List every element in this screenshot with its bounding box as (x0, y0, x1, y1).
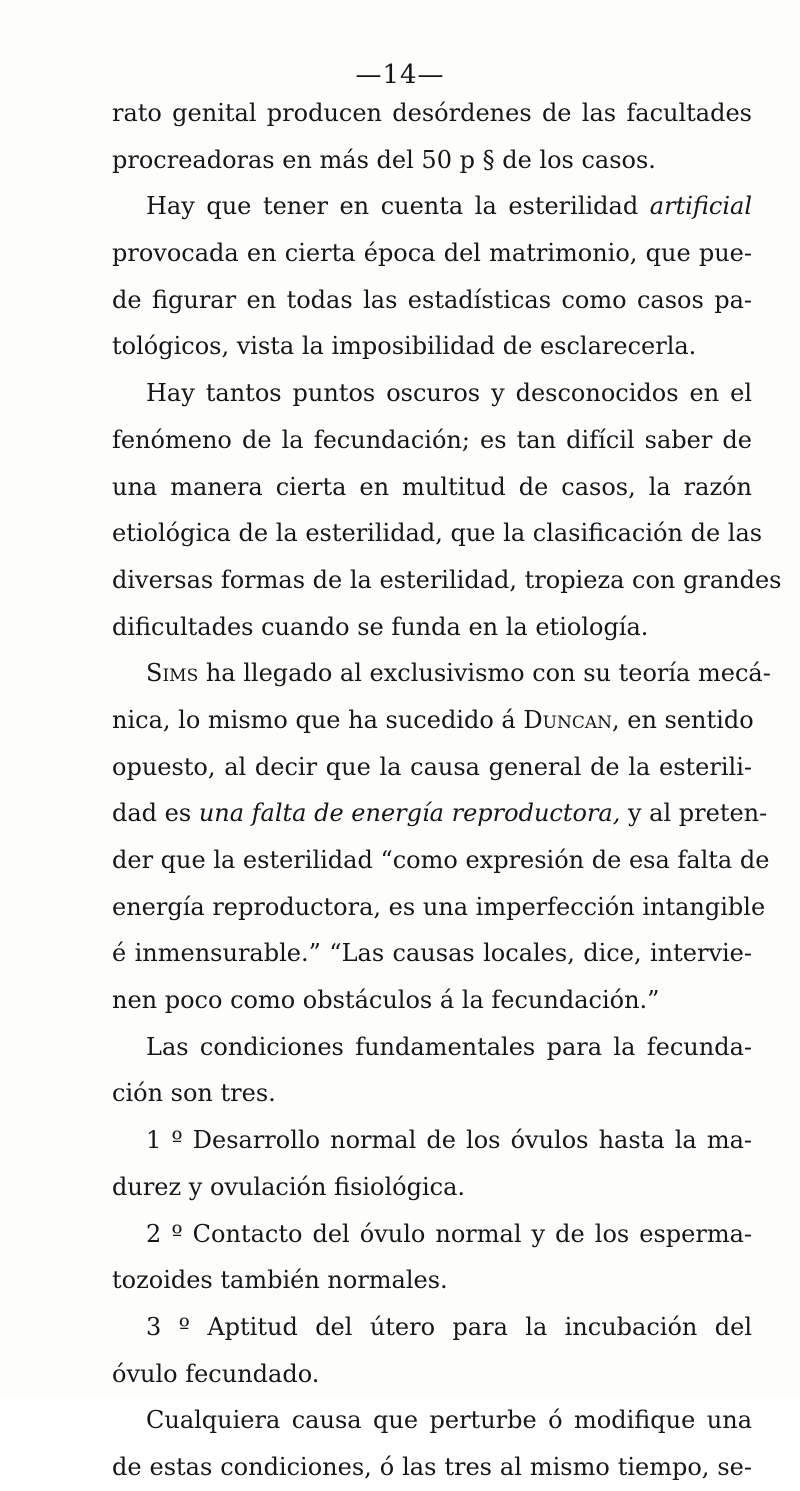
line-text: , en sentido (611, 705, 754, 734)
author-name: Sims (146, 659, 199, 688)
text-line: é inmensurable.” “Las causas locales, dice, intervie- (112, 939, 752, 968)
text-line: provocada en cierta época del matrimonio, que pue- (112, 239, 752, 268)
text-line: Cualquiera causa que perturbe ó modifique una (146, 1406, 752, 1435)
line-text: ha llegado al exclusivismo con su teoría mecá- (198, 659, 771, 688)
text-line: der que la esterilidad “como expresión de esa falta de (112, 846, 770, 874)
text-line: procreadoras en más del 50 p § de los casos. (112, 145, 656, 174)
text-line (112, 697, 752, 744)
body-text (112, 90, 782, 1491)
emphasis-text: una falta de energía reproductora, (198, 799, 621, 828)
text-line (112, 183, 752, 230)
line-text: Hay que tener en cuenta la esterilidad (146, 192, 650, 221)
text-line: 2 º Contacto del óvulo normal y de los esperma- (146, 1219, 752, 1248)
emphasis-text: artificial (649, 192, 752, 221)
text-line: 1 º Desarrollo normal de los óvulos hasta la ma- (146, 1126, 752, 1155)
text-line: tológicos, vista la imposibilidad de esclarecerla. (112, 332, 697, 361)
text-line: energía reproductora, es una imperfección intangible (112, 892, 766, 921)
author-name: Duncan (523, 705, 612, 734)
text-line: Hay tantos puntos oscuros y desconocidos en el (146, 379, 752, 408)
text-line: 3 º Aptitud del útero para la incubación del (146, 1312, 752, 1341)
line-text: y al preten- (620, 799, 768, 828)
text-line: de estas condiciones, ó las tres al mismo tiempo, se- (112, 1452, 752, 1481)
text-line: diversas formas de la esterilidad, tropieza con grandes (112, 565, 782, 594)
text-line: nen poco como obstáculos á la fecundación.” (112, 986, 660, 1015)
text-line: de figurar en todas las estadísticas como casos pa- (112, 285, 752, 314)
text-line (112, 650, 771, 697)
line-text: dad es (112, 799, 199, 828)
text-line: durez y ovulación fisiológica. (112, 1172, 466, 1201)
text-line (112, 790, 768, 837)
text-line: dificultades cuando se funda en la etiología. (112, 612, 649, 641)
text-line: Las condiciones fundamentales para la fecunda- (146, 1032, 752, 1061)
text-line: fenómeno de la fecundación; es tan difícil saber de (112, 425, 752, 454)
page-number: —14— (355, 60, 445, 90)
text-line: ción son tres. (112, 1079, 276, 1108)
text-line: óvulo fecundado. (112, 1359, 320, 1388)
text-line: rato genital producen desórdenes de las facultades (112, 99, 752, 127)
text-line: etiológica de la esterilidad, que la clasificación de las (112, 519, 763, 548)
text-line: opuesto, al decir que la causa general de la esterili- (112, 752, 752, 781)
text-line: tozoides también normales. (112, 1266, 448, 1295)
text-line: una manera cierta en multitud de casos, la razón (112, 472, 752, 501)
line-text: nica, lo mismo que ha sucedido á (112, 705, 524, 734)
